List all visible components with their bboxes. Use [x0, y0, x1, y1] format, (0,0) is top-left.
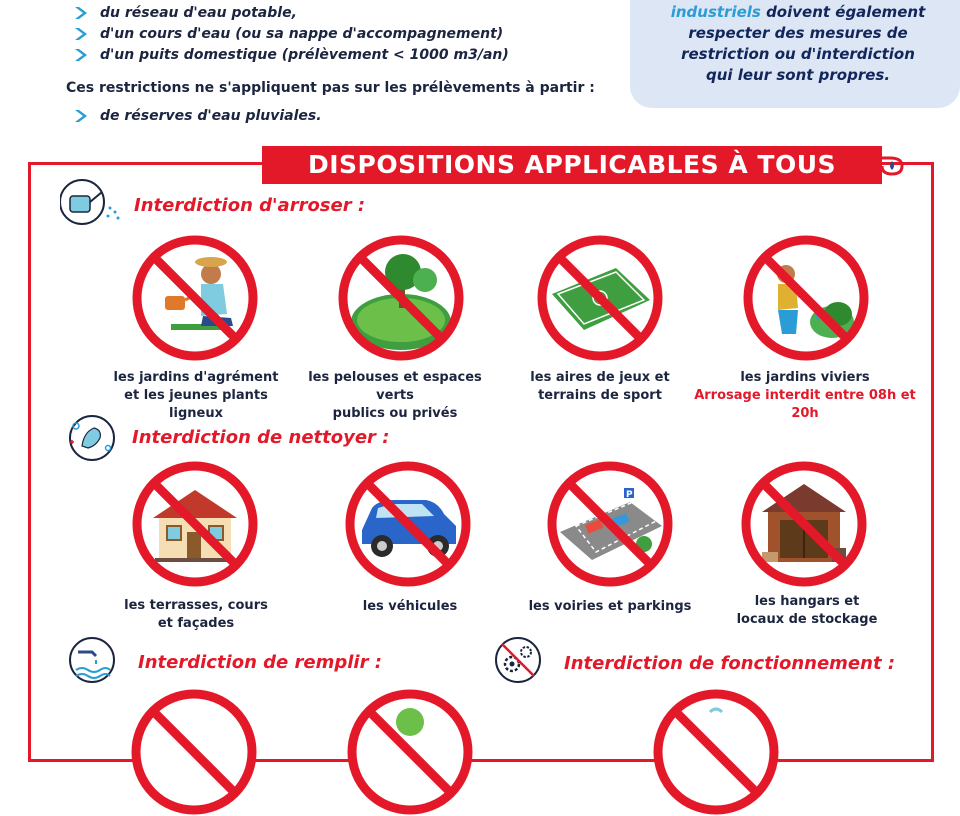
caption-terrasses: les terrasses, cours et façades [124, 598, 268, 631]
info-bubble-text: industriels doivent également respecter des mesures de restriction ou d'interdiction qui leur sont propres. [670, 3, 926, 84]
svg-text:P: P [626, 490, 633, 500]
storage-shed-prohibited-icon [740, 460, 868, 588]
operation-prohibited-icon [652, 688, 780, 816]
restriction-note: Ces restrictions ne s'appliquent pas sur les prélèvements à partir : [66, 80, 595, 96]
section-title-remplir: Interdiction de remplir : [138, 652, 382, 673]
car-prohibited-icon [344, 460, 472, 588]
chevron-right-icon [74, 108, 90, 124]
caption-aires-jeux: les aires de jeux et terrains de sport [530, 370, 670, 403]
watering-can-icon [60, 178, 130, 230]
nursery-garden-prohibited-icon [742, 234, 870, 362]
gears-icon [492, 634, 548, 686]
section-title-nettoyer: Interdiction de nettoyer : [132, 427, 390, 448]
house-prohibited-icon [131, 460, 259, 588]
caption-jardins-agrement: les jardins d'agrément et les jeunes plants ligneux [113, 370, 279, 421]
intro-item-eau-pluviale: de réserves d'eau pluviales. [74, 108, 322, 124]
pool-fill-icon [66, 634, 122, 686]
section-title-fonctionnement: Interdiction de fonctionnement : [564, 653, 896, 674]
chevron-right-icon [74, 5, 90, 21]
intro-item-reseau: du réseau d'eau potable, [74, 5, 297, 21]
chevron-right-icon [74, 26, 90, 42]
intro-item-puits: d'un puits domestique (prélèvement < 1000 m3/an) [74, 47, 509, 63]
fill-prohibited-icon-1 [130, 688, 258, 816]
dispositions-banner: DISPOSITIONS APPLICABLES À TOUS [262, 146, 882, 184]
gardening-prohibited-icon [131, 234, 259, 362]
lawn-prohibited-icon [337, 234, 465, 362]
chevron-right-icon [74, 47, 90, 63]
section-title-arroser: Interdiction d'arroser : [134, 195, 366, 216]
fill-prohibited-icon-2 [346, 688, 474, 816]
cleaning-hands-icon [62, 412, 122, 464]
sports-field-prohibited-icon [536, 234, 664, 362]
intro-item-cours-eau: d'un cours d'eau (ou sa nappe d'accompagnement) [74, 26, 503, 42]
parking-prohibited-icon [546, 460, 674, 588]
caption-jardins-viviers: les jardins viviers Arrosage interdit entre 08h et 20h [694, 370, 916, 421]
caption-vehicules: les véhicules [362, 599, 458, 614]
caption-hangars: les hangars et locaux de stockage [736, 594, 878, 627]
caption-voiries-parkings: les voiries et parkings [528, 599, 692, 614]
caption-pelouses: les pelouses et espaces verts publics ou privés [308, 370, 482, 421]
water-drop-icon [872, 150, 904, 180]
